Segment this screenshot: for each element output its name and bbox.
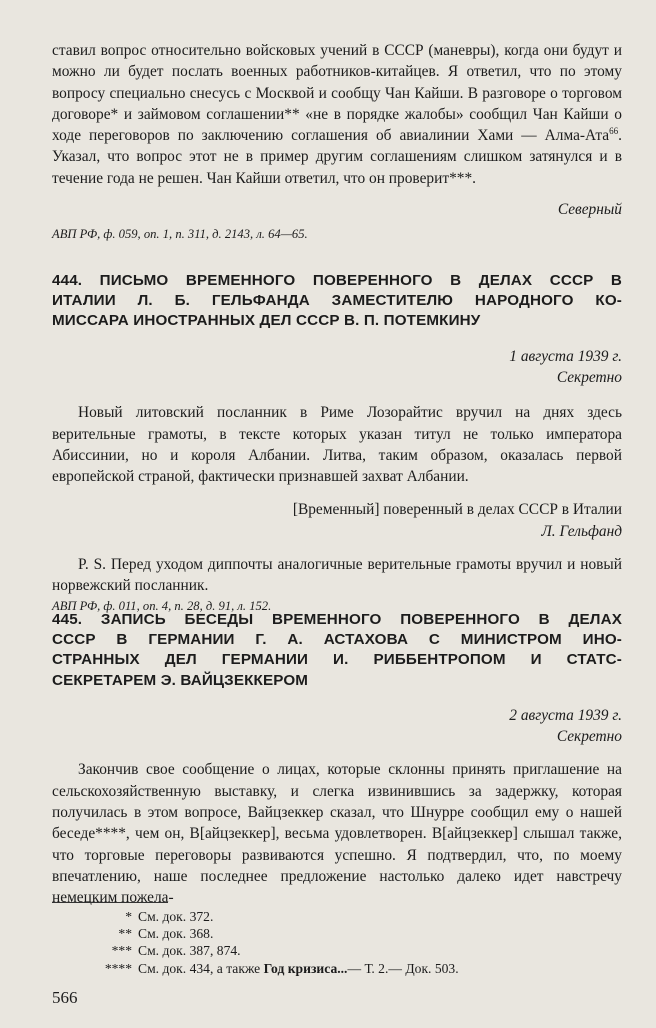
document-444-postscript: P. S. Перед уходом диппочты аналогичные верительные грамоты вручил и новый норвежский посланник.: [52, 555, 622, 595]
page-number: 566: [52, 988, 78, 1007]
continuation-paragraph: ставил вопрос относительно войсковых учений в СССР (маневры), когда они будут и можно ли будет послать военных работников-китайцев. Я ответил, что по этому вопросу специально снесусь с Москвой и сообщу Чан Кайши. В разговоре о торговом договоре* и займовом соглашении** «не в порядке жалобы» сообщил Чан Кайши о ходе переговоров по заключению соглашения об авиалинии Хами — Алма-Ата$^{66}$. Указал, что вопрос этот не в пример другим соглашениям слишком затянулся и в течение года не решен. Чан Кайши ответил, что он проверит***.: [52, 42, 622, 187]
footnote-item: * См. док. 372.: [125, 909, 214, 924]
previous-document-continuation: [52, 40, 622, 242]
document-445-body: Закончив свое сообщение о лицах, которые склонны принять приглашение на сельскохозяйственную выставку, и слегка извинившись за задержку, которая получилась в этом вопросе, Вайцзеккер сказал, что Шнурре сообщил ему о нашей беседе****, чем он, В[айцзеккер], весьма удовлетворен. В[айцзеккер] слышал также, что торговые переговоры развиваются успешно. Я подтвердил, что, по моему впечатлению, наше последнее предложение настолько далеко идет навстречу немецким пожела-: [52, 761, 622, 907]
document-444: [52, 271, 622, 614]
document-444-secrecy: Секретно: [556, 368, 622, 386]
archive-source-444: АВП РФ, ф. 011, оп. 4, п. 28, д. 91, л. 152.: [52, 598, 272, 613]
document-444-signature-name: Л. Гельфанд: [541, 522, 622, 540]
footnote-separator: [52, 902, 168, 903]
footnote-item: ** См. док. 368.: [118, 926, 214, 942]
archive-source-443: АВП РФ, ф. 059, оп. 1, п. 311, д. 2143, л. 64—65.: [52, 227, 308, 242]
document-445-secrecy: Секретно: [556, 728, 622, 746]
document-444-heading: 444. ПИСЬМО ВРЕМЕННОГО ПОВЕРЕННОГО В ДЕЛАХ СССР В ИТАЛИИ Л. Б. ГЕЛЬФАНДА ЗАМЕСТИТЕЛЮ НАРОДНОГО КО- МИССАРА ИНОСТРАННЫХ ДЕЛ СССР В. П. ПОТЕМКИНУ: [52, 272, 622, 330]
document-445-date: 2 августа 1939 г.: [509, 706, 622, 724]
document-445-heading: 445. ЗАПИСЬ БЕСЕДЫ ВРЕМЕННОГО ПОВЕРЕННОГО В ДЕЛАХ СССР В ГЕРМАНИИ Г. А. АСТАХОВА С МИНИСТРОМ ИНО- СТРАННЫХ ДЕЛ ГЕРМАНИИ И. РИББЕНТРОПОМ И СТАТС- СЕКРЕТАРЕМ Э. ВАЙЦЗЕККЕРОМ: [52, 611, 622, 689]
document-444-signature-title: [Временный] поверенный в делах СССР в Италии: [292, 501, 622, 519]
document-444-date: 1 августа 1939 г.: [509, 347, 622, 365]
document-444-body: Новый литовский посланник в Риме Лозорайтис вручил на днях здесь верительные грамоты, в тексте которых указан титул не только императора Абиссинии, но и короля Албании. Литва, таким образом, оказалась первой европейской страной, фактически признавшей захват Албании.: [52, 404, 622, 486]
footnote-ref-66: 66: [609, 126, 619, 137]
footnote-item: *** См. док. 387, 874.: [111, 943, 241, 959]
footnote-item: **** См. док. 434, а также Год кризиса...— Т. 2.— Док. 503.: [104, 960, 459, 976]
document-445: [52, 610, 622, 908]
signature-severny: Северный: [557, 201, 622, 219]
footnotes: [52, 908, 622, 977]
